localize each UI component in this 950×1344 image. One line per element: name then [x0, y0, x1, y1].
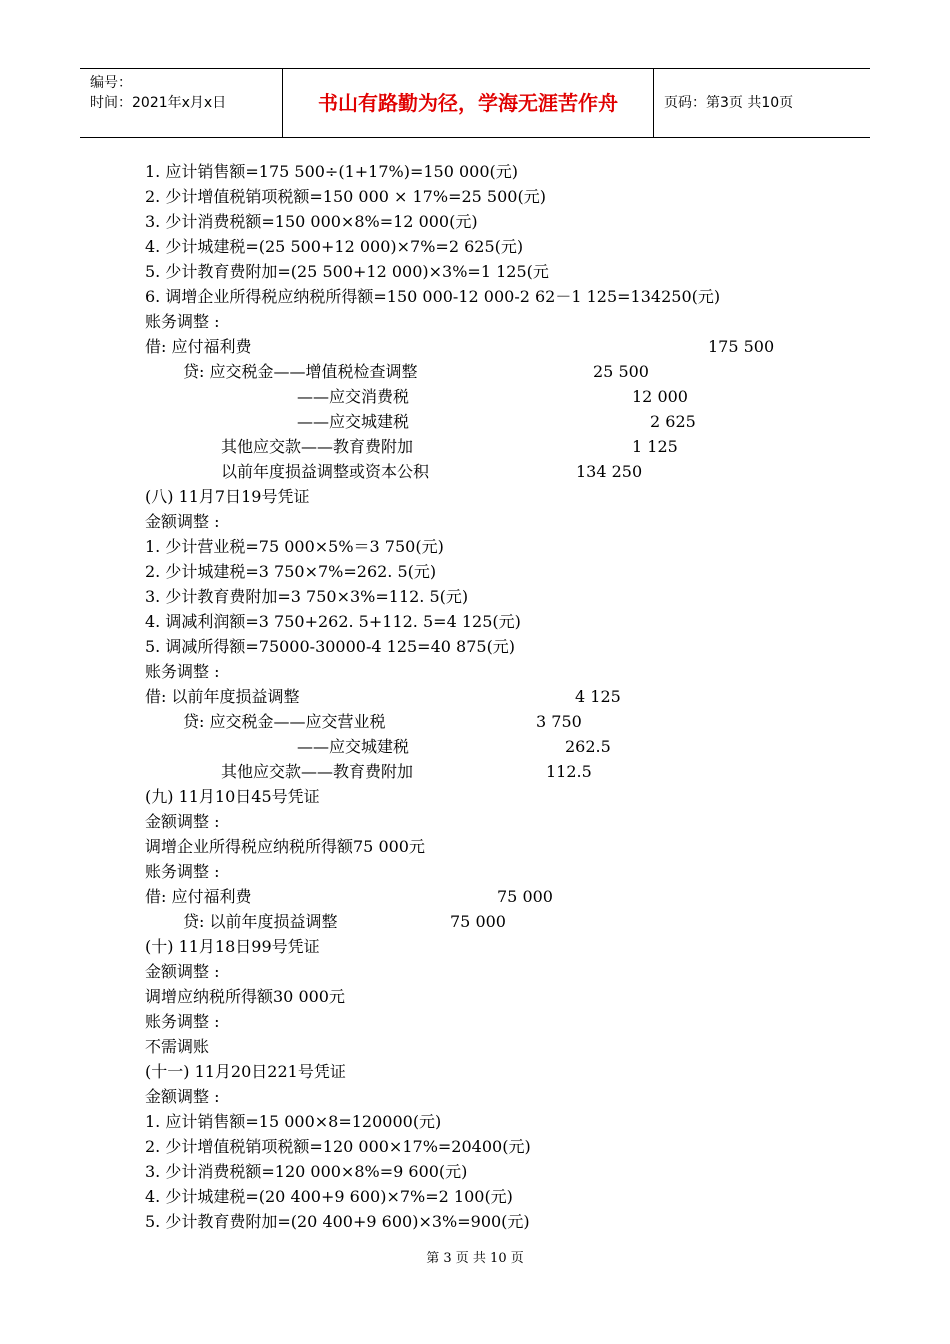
text-line: (八) 11月7日19号凭证: [145, 487, 310, 506]
text-line: 其他应交款——教育费附加: [221, 762, 414, 781]
text-line: 账务调整 :: [145, 312, 220, 331]
text-line: 175 500: [708, 337, 775, 356]
header-meta: [80, 69, 282, 137]
text-line: ——应交城建税: [297, 737, 410, 756]
text-line: 不需调账: [145, 1037, 210, 1056]
text-line: 借: 应付福利费: [145, 337, 252, 356]
text-line: 4. 少计城建税=(20 400+9 600)×7%=2 100(元): [145, 1187, 513, 1206]
text-line: 1 125: [632, 437, 678, 456]
text-line: 2. 少计增值税销项税额=150 000 × 17%=25 500(元): [145, 187, 546, 206]
text-line: 3 750: [536, 712, 582, 731]
text-line: 3. 少计消费税额=150 000×8%=12 000(元): [145, 212, 478, 231]
page-footer: 第 3 页 共 10 页: [426, 1251, 524, 1266]
text-line: 4 125: [575, 687, 621, 706]
text-line: 5. 少计教育费附加=(25 500+12 000)×3%=1 125(元: [145, 262, 549, 281]
text-line: 账务调整 :: [145, 862, 220, 881]
text-line: 4. 少计城建税=(25 500+12 000)×7%=2 625(元): [145, 237, 524, 256]
text-line: 借: 以前年度损益调整: [145, 687, 300, 706]
text-line: 贷: 应交税金——增值税检查调整: [183, 362, 418, 381]
text-line: 5. 少计教育费附加=(20 400+9 600)×3%=900(元): [145, 1212, 530, 1231]
text-line: 其他应交款——教育费附加: [221, 437, 414, 456]
text-line: 账务调整 :: [145, 662, 220, 681]
text-line: (十一) 11月20日221号凭证: [145, 1062, 346, 1081]
text-line: 1. 应计销售额=15 000×8=120000(元): [145, 1112, 442, 1131]
text-line: 2. 少计增值税销项税额=120 000×17%=20400(元): [145, 1137, 531, 1156]
text-line: 6. 调增企业所得税应纳税所得额=150 000-12 000-2 62－1 125=134250(元): [145, 287, 721, 306]
text-line: ——应交城建税: [297, 412, 410, 431]
header-page-info: 页码：第3页 共10页: [664, 95, 794, 111]
text-line: 1. 少计营业税=75 000×5%＝3 750(元): [145, 537, 444, 556]
text-line: 112.5: [546, 762, 592, 781]
text-line: 借: 应付福利费: [145, 887, 252, 906]
text-line: 262.5: [565, 737, 611, 756]
page-header: [80, 68, 870, 138]
text-line: 75 000: [497, 887, 553, 906]
text-line: (十) 11月18日99号凭证: [145, 937, 320, 956]
text-line: 金额调整 :: [145, 1087, 220, 1106]
text-line: 2. 少计城建税=3 750×7%=262. 5(元): [145, 562, 437, 581]
date-label: 时间：2021年x月x日: [90, 95, 227, 111]
text-line: 金额调整 :: [145, 962, 220, 981]
text-line: 以前年度损益调整或资本公积: [221, 462, 430, 481]
text-line: 75 000: [450, 912, 506, 931]
text-line: 调增企业所得税应纳税所得额75 000元: [145, 837, 425, 856]
header-motto: 书山有路勤为径，学海无涯苦作舟: [282, 69, 654, 137]
text-line: (九) 11月10日45号凭证: [145, 787, 320, 806]
text-line: 12 000: [632, 387, 688, 406]
text-line: 3. 少计教育费附加=3 750×3%=112. 5(元): [145, 587, 469, 606]
text-line: 账务调整 :: [145, 1012, 220, 1031]
text-line: ——应交消费税: [297, 387, 410, 406]
text-line: 3. 少计消费税额=120 000×8%=9 600(元): [145, 1162, 468, 1181]
number-label: 编号：: [90, 75, 132, 91]
text-line: 金额调整 :: [145, 812, 220, 831]
text-line: 1. 应计销售额=175 500÷(1+17%)=150 000(元): [145, 162, 519, 181]
text-line: 25 500: [593, 362, 649, 381]
text-line: 2 625: [650, 412, 696, 431]
text-line: 134 250: [576, 462, 643, 481]
text-line: 5. 调减所得额=75000-30000-4 125=40 875(元): [145, 637, 516, 656]
text-line: 贷: 以前年度损益调整: [183, 912, 338, 931]
text-line: 金额调整 :: [145, 512, 220, 531]
text-line: 4. 调减利润额=3 750+262. 5+112. 5=4 125(元): [145, 612, 521, 631]
text-line: 调增应纳税所得额30 000元: [145, 987, 345, 1006]
text-line: 贷: 应交税金——应交营业税: [183, 712, 386, 731]
